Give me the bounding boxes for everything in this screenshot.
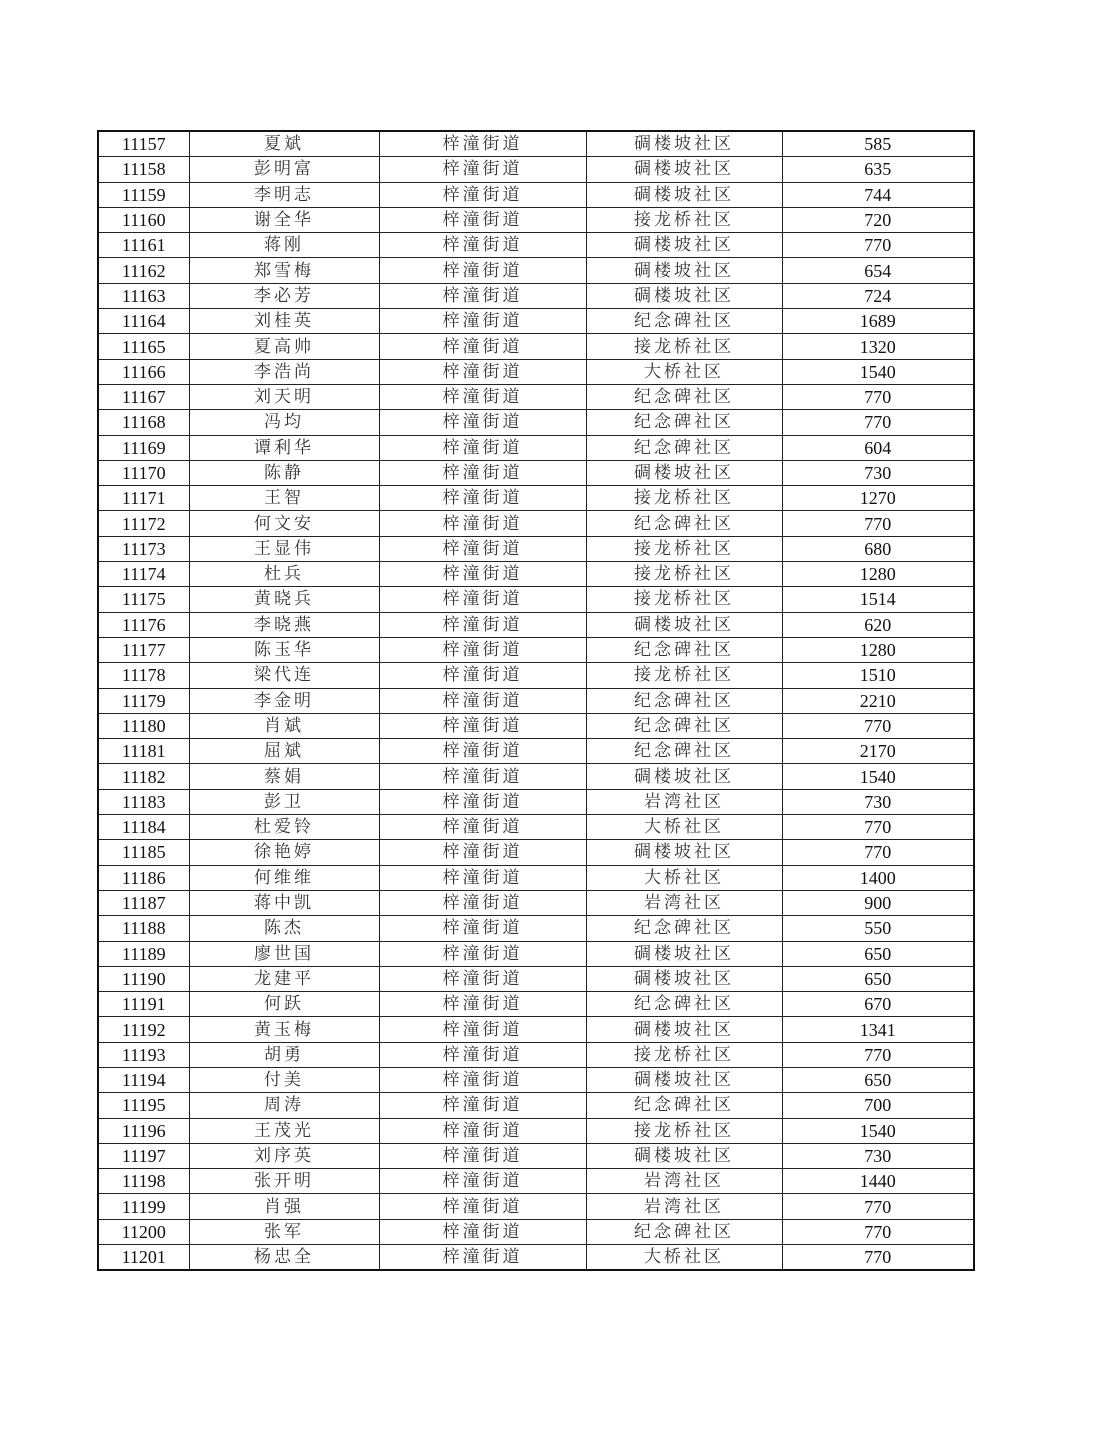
cell-amount: 1540 [782,359,974,384]
cell-id: 11165 [98,334,189,359]
cell-id: 11158 [98,157,189,182]
cell-amount: 900 [782,890,974,915]
cell-street: 梓潼街道 [379,992,586,1017]
cell-amount: 1280 [782,637,974,662]
cell-community: 大桥社区 [586,865,782,890]
cell-street: 梓潼街道 [379,1093,586,1118]
cell-street: 梓潼街道 [379,207,586,232]
cell-name: 李浩尚 [189,359,379,384]
cell-community: 接龙桥社区 [586,587,782,612]
table-row [98,182,974,207]
table-row [98,764,974,789]
cell-amount: 1540 [782,764,974,789]
cell-id: 11200 [98,1219,189,1244]
cell-amount: 770 [782,1219,974,1244]
cell-id: 11191 [98,992,189,1017]
cell-amount: 730 [782,789,974,814]
cell-street: 梓潼街道 [379,309,586,334]
cell-name: 张军 [189,1219,379,1244]
cell-name: 蔡娟 [189,764,379,789]
table-row [98,486,974,511]
cell-amount: 604 [782,435,974,460]
cell-name: 陈静 [189,460,379,485]
cell-amount: 1400 [782,865,974,890]
cell-community: 碉楼坡社区 [586,182,782,207]
cell-street: 梓潼街道 [379,637,586,662]
cell-street: 梓潼街道 [379,233,586,258]
cell-street: 梓潼街道 [379,966,586,991]
table-row [98,840,974,865]
table-row [98,435,974,460]
cell-street: 梓潼街道 [379,562,586,587]
cell-street: 梓潼街道 [379,334,586,359]
cell-id: 11160 [98,207,189,232]
table-row [98,865,974,890]
table-row [98,890,974,915]
cell-street: 梓潼街道 [379,865,586,890]
cell-community: 接龙桥社区 [586,562,782,587]
cell-amount: 650 [782,1067,974,1092]
cell-amount: 1510 [782,663,974,688]
table-row [98,587,974,612]
cell-street: 梓潼街道 [379,663,586,688]
cell-street: 梓潼街道 [379,182,586,207]
cell-name: 李金明 [189,688,379,713]
table-row [98,258,974,283]
cell-amount: 1270 [782,486,974,511]
cell-community: 碉楼坡社区 [586,1017,782,1042]
table-row [98,992,974,1017]
cell-street: 梓潼街道 [379,359,586,384]
cell-id: 11197 [98,1143,189,1168]
table-row [98,1169,974,1194]
cell-id: 11193 [98,1042,189,1067]
cell-id: 11183 [98,789,189,814]
cell-id: 11192 [98,1017,189,1042]
cell-id: 11198 [98,1169,189,1194]
cell-community: 岩湾社区 [586,890,782,915]
cell-name: 陈玉华 [189,637,379,662]
table-row [98,1067,974,1092]
cell-community: 碉楼坡社区 [586,460,782,485]
cell-street: 梓潼街道 [379,840,586,865]
cell-name: 胡勇 [189,1042,379,1067]
cell-community: 碉楼坡社区 [586,131,782,157]
cell-community: 碉楼坡社区 [586,764,782,789]
cell-community: 碉楼坡社区 [586,258,782,283]
cell-community: 碉楼坡社区 [586,966,782,991]
cell-amount: 620 [782,612,974,637]
table-row [98,1194,974,1219]
cell-amount: 1280 [782,562,974,587]
cell-name: 杜爱铃 [189,815,379,840]
cell-community: 碉楼坡社区 [586,233,782,258]
cell-street: 梓潼街道 [379,536,586,561]
cell-amount: 700 [782,1093,974,1118]
cell-name: 付美 [189,1067,379,1092]
cell-street: 梓潼街道 [379,157,586,182]
cell-amount: 770 [782,1194,974,1219]
table-row [98,1118,974,1143]
cell-community: 碉楼坡社区 [586,157,782,182]
table-row [98,410,974,435]
cell-amount: 770 [782,713,974,738]
cell-amount: 650 [782,966,974,991]
data-table [97,130,975,1271]
cell-community: 大桥社区 [586,815,782,840]
cell-name: 肖斌 [189,713,379,738]
cell-amount: 585 [782,131,974,157]
cell-amount: 650 [782,941,974,966]
cell-name: 肖强 [189,1194,379,1219]
cell-name: 徐艳婷 [189,840,379,865]
cell-amount: 770 [782,410,974,435]
cell-id: 11181 [98,739,189,764]
cell-community: 纪念碑社区 [586,992,782,1017]
cell-id: 11184 [98,815,189,840]
cell-name: 李必芳 [189,283,379,308]
table-row [98,789,974,814]
table-row [98,1143,974,1168]
cell-amount: 744 [782,182,974,207]
cell-id: 11188 [98,916,189,941]
cell-community: 岩湾社区 [586,789,782,814]
cell-name: 冯均 [189,410,379,435]
table-row [98,941,974,966]
cell-amount: 770 [782,840,974,865]
cell-street: 梓潼街道 [379,1017,586,1042]
cell-id: 11196 [98,1118,189,1143]
cell-id: 11185 [98,840,189,865]
cell-amount: 654 [782,258,974,283]
cell-name: 何跃 [189,992,379,1017]
cell-amount: 635 [782,157,974,182]
table-row [98,460,974,485]
cell-street: 梓潼街道 [379,789,586,814]
cell-street: 梓潼街道 [379,739,586,764]
table-row [98,283,974,308]
cell-community: 纪念碑社区 [586,435,782,460]
cell-street: 梓潼街道 [379,587,586,612]
cell-amount: 670 [782,992,974,1017]
table-row [98,1245,974,1271]
cell-id: 11163 [98,283,189,308]
cell-id: 11176 [98,612,189,637]
cell-street: 梓潼街道 [379,688,586,713]
table-row [98,384,974,409]
cell-id: 11157 [98,131,189,157]
cell-community: 纪念碑社区 [586,739,782,764]
cell-community: 纪念碑社区 [586,713,782,738]
cell-amount: 1540 [782,1118,974,1143]
cell-community: 纪念碑社区 [586,410,782,435]
cell-street: 梓潼街道 [379,941,586,966]
cell-id: 11175 [98,587,189,612]
table-row [98,739,974,764]
cell-community: 纪念碑社区 [586,309,782,334]
cell-street: 梓潼街道 [379,1194,586,1219]
cell-community: 接龙桥社区 [586,536,782,561]
cell-community: 纪念碑社区 [586,1093,782,1118]
table-row [98,1093,974,1118]
cell-community: 碉楼坡社区 [586,283,782,308]
cell-street: 梓潼街道 [379,1245,586,1271]
table-row [98,966,974,991]
cell-community: 纪念碑社区 [586,1219,782,1244]
cell-id: 11195 [98,1093,189,1118]
table-body [98,131,974,1270]
table-row [98,511,974,536]
cell-community: 碉楼坡社区 [586,1143,782,1168]
cell-community: 接龙桥社区 [586,486,782,511]
cell-id: 11190 [98,966,189,991]
cell-street: 梓潼街道 [379,1042,586,1067]
cell-id: 11174 [98,562,189,587]
cell-street: 梓潼街道 [379,1118,586,1143]
cell-community: 纪念碑社区 [586,511,782,536]
cell-name: 王茂光 [189,1118,379,1143]
cell-id: 11182 [98,764,189,789]
cell-name: 蒋刚 [189,233,379,258]
cell-street: 梓潼街道 [379,612,586,637]
cell-street: 梓潼街道 [379,764,586,789]
table-row [98,637,974,662]
table-row [98,536,974,561]
cell-name: 刘天明 [189,384,379,409]
cell-name: 周涛 [189,1093,379,1118]
cell-id: 11178 [98,663,189,688]
cell-amount: 1341 [782,1017,974,1042]
cell-street: 梓潼街道 [379,511,586,536]
cell-name: 杜兵 [189,562,379,587]
cell-name: 张开明 [189,1169,379,1194]
cell-amount: 2210 [782,688,974,713]
cell-name: 廖世国 [189,941,379,966]
cell-community: 碉楼坡社区 [586,612,782,637]
cell-community: 碉楼坡社区 [586,1067,782,1092]
cell-community: 纪念碑社区 [586,916,782,941]
cell-name: 陈杰 [189,916,379,941]
cell-street: 梓潼街道 [379,384,586,409]
cell-street: 梓潼街道 [379,410,586,435]
table-row [98,157,974,182]
cell-name: 黄晓兵 [189,587,379,612]
table-row [98,1042,974,1067]
cell-id: 11177 [98,637,189,662]
cell-street: 梓潼街道 [379,486,586,511]
cell-amount: 730 [782,1143,974,1168]
cell-street: 梓潼街道 [379,1169,586,1194]
cell-amount: 730 [782,460,974,485]
cell-name: 杨忠全 [189,1245,379,1271]
cell-name: 彭卫 [189,789,379,814]
cell-id: 11201 [98,1245,189,1271]
cell-amount: 724 [782,283,974,308]
cell-id: 11186 [98,865,189,890]
cell-street: 梓潼街道 [379,258,586,283]
table-row [98,309,974,334]
cell-name: 彭明富 [189,157,379,182]
cell-amount: 1320 [782,334,974,359]
table-row [98,233,974,258]
cell-street: 梓潼街道 [379,1219,586,1244]
cell-id: 11169 [98,435,189,460]
cell-id: 11194 [98,1067,189,1092]
cell-id: 11167 [98,384,189,409]
cell-id: 11164 [98,309,189,334]
cell-id: 11172 [98,511,189,536]
cell-community: 岩湾社区 [586,1169,782,1194]
table-row [98,562,974,587]
cell-community: 接龙桥社区 [586,207,782,232]
cell-name: 屈斌 [189,739,379,764]
cell-name: 刘桂英 [189,309,379,334]
table-row [98,612,974,637]
cell-id: 11179 [98,688,189,713]
cell-name: 夏高帅 [189,334,379,359]
cell-amount: 720 [782,207,974,232]
cell-amount: 770 [782,1042,974,1067]
cell-amount: 770 [782,815,974,840]
cell-community: 纪念碑社区 [586,384,782,409]
cell-id: 11180 [98,713,189,738]
cell-community: 大桥社区 [586,1245,782,1271]
cell-name: 李晓燕 [189,612,379,637]
cell-name: 刘序英 [189,1143,379,1168]
cell-amount: 770 [782,233,974,258]
cell-community: 接龙桥社区 [586,334,782,359]
cell-name: 蒋中凯 [189,890,379,915]
cell-id: 11168 [98,410,189,435]
table-row [98,207,974,232]
cell-amount: 680 [782,536,974,561]
table-row [98,1017,974,1042]
table-row [98,815,974,840]
cell-street: 梓潼街道 [379,131,586,157]
cell-amount: 550 [782,916,974,941]
cell-street: 梓潼街道 [379,460,586,485]
table-row [98,916,974,941]
cell-id: 11166 [98,359,189,384]
cell-name: 李明志 [189,182,379,207]
cell-amount: 1440 [782,1169,974,1194]
table-row [98,359,974,384]
cell-community: 接龙桥社区 [586,663,782,688]
cell-id: 11161 [98,233,189,258]
table-row [98,663,974,688]
cell-name: 黄玉梅 [189,1017,379,1042]
table-row [98,131,974,157]
cell-community: 岩湾社区 [586,1194,782,1219]
cell-street: 梓潼街道 [379,916,586,941]
cell-amount: 1514 [782,587,974,612]
cell-community: 碉楼坡社区 [586,941,782,966]
cell-community: 接龙桥社区 [586,1118,782,1143]
cell-street: 梓潼街道 [379,713,586,738]
cell-id: 11159 [98,182,189,207]
cell-street: 梓潼街道 [379,1067,586,1092]
cell-street: 梓潼街道 [379,1143,586,1168]
cell-name: 王智 [189,486,379,511]
cell-amount: 770 [782,1245,974,1271]
cell-name: 谭利华 [189,435,379,460]
cell-street: 梓潼街道 [379,815,586,840]
cell-amount: 1689 [782,309,974,334]
cell-id: 11170 [98,460,189,485]
cell-id: 11162 [98,258,189,283]
cell-name: 郑雪梅 [189,258,379,283]
cell-community: 纪念碑社区 [586,637,782,662]
cell-name: 何文安 [189,511,379,536]
table-row [98,1219,974,1244]
table-row [98,688,974,713]
cell-name: 王显伟 [189,536,379,561]
cell-id: 11173 [98,536,189,561]
cell-name: 夏斌 [189,131,379,157]
cell-community: 纪念碑社区 [586,688,782,713]
cell-id: 11187 [98,890,189,915]
cell-name: 谢全华 [189,207,379,232]
cell-street: 梓潼街道 [379,435,586,460]
cell-community: 大桥社区 [586,359,782,384]
cell-community: 接龙桥社区 [586,1042,782,1067]
cell-amount: 2170 [782,739,974,764]
table-row [98,334,974,359]
cell-name: 龙建平 [189,966,379,991]
cell-id: 11199 [98,1194,189,1219]
table-row [98,713,974,738]
cell-amount: 770 [782,511,974,536]
cell-street: 梓潼街道 [379,890,586,915]
cell-name: 梁代连 [189,663,379,688]
cell-name: 何维维 [189,865,379,890]
cell-community: 碉楼坡社区 [586,840,782,865]
cell-id: 11171 [98,486,189,511]
cell-street: 梓潼街道 [379,283,586,308]
cell-amount: 770 [782,384,974,409]
cell-id: 11189 [98,941,189,966]
